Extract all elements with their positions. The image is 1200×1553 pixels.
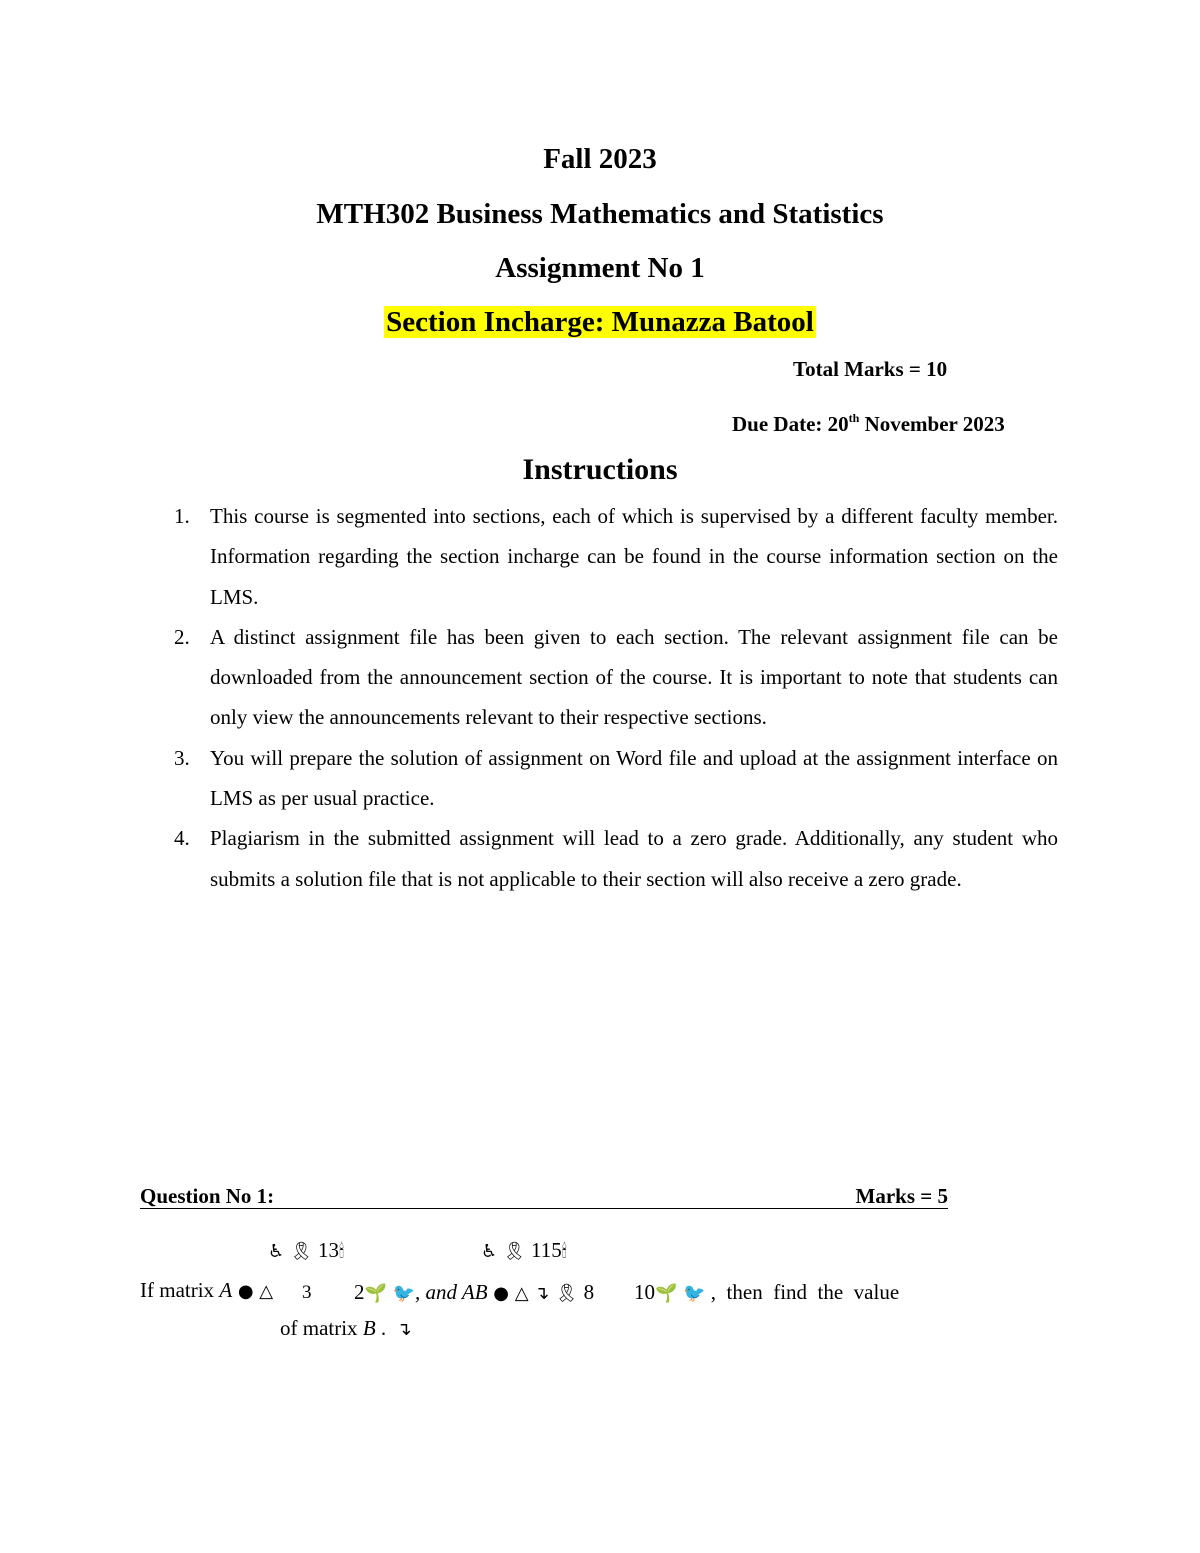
matrix-a-row2	[354, 1280, 594, 1305]
and-ab-text: , and AB	[415, 1280, 488, 1304]
instruction-item	[140, 738, 1058, 819]
due-date-suffix-sup: th	[848, 411, 860, 425]
matrix-a-entry-2: 2	[354, 1280, 365, 1304]
bracket-glyphs: 🌱 🐦	[364, 1283, 416, 1304]
bracket-end-glyph: 🕯	[561, 1241, 567, 1262]
instruction-number: 4.	[174, 826, 190, 851]
instructions-list	[140, 496, 1058, 899]
question-tail-text: , then find the value	[705, 1280, 900, 1304]
period-text: .	[375, 1316, 397, 1340]
course-title: MTH302 Business Mathematics and Statistics	[316, 198, 884, 230]
matrix-a-symbol: A	[219, 1278, 233, 1302]
instructions-heading: Instructions	[522, 453, 678, 486]
bracket-glyphs: 🌱 🐦	[655, 1283, 706, 1304]
matrix-ab-entry-10: 10	[634, 1280, 655, 1304]
matrix-a-entry: 13	[312, 1238, 339, 1262]
question-marks: Marks = 5	[855, 1184, 948, 1208]
bracket-glyphs: ♿ 🎗	[268, 1241, 313, 1262]
instruction-text: Plagiarism in the submitted assignment will lead to a zero grade. Additionally, any student who submits a solution file that is not applicable to their section will also receive a zero grade.	[210, 826, 1058, 891]
semester-title: Fall 2023	[543, 143, 657, 175]
question-label: Question No 1:	[140, 1184, 275, 1208]
instruction-item	[140, 496, 1058, 617]
instruction-number: 2.	[174, 624, 190, 649]
matrix-ab-entry-8: 8	[583, 1280, 595, 1304]
matrix-ab-row2	[634, 1280, 899, 1305]
matrix-b-symbol: B	[362, 1316, 376, 1340]
instruction-item	[140, 617, 1058, 738]
question-header	[140, 1184, 948, 1209]
matrix-ab-entry: 115	[525, 1238, 562, 1262]
due-date-prefix: Due Date: 20	[732, 412, 849, 436]
question-find-line	[280, 1316, 412, 1341]
due-date	[732, 412, 1005, 437]
equals-glyph: ● △ ↴ 🎗	[487, 1283, 584, 1304]
due-date-month-year: November 2023	[859, 412, 1005, 436]
section-incharge-line	[0, 306, 1200, 339]
instruction-text: You will prepare the solution of assignment on Word file and upload at the assignment interface on LMS as per usual practice.	[210, 745, 1058, 811]
matrix-a-entry-3: 3	[302, 1282, 312, 1303]
bracket-glyphs: ♿ 🎗	[481, 1241, 526, 1262]
instruction-item	[140, 818, 1058, 899]
section-incharge-highlight: Section Incharge: Munazza Batool	[386, 306, 814, 338]
equals-glyph: ● △	[232, 1281, 279, 1302]
instruction-number: 1.	[174, 504, 190, 528]
question-find-text: of matrix	[280, 1316, 363, 1340]
instruction-text: A distinct assignment file has been given to each section. The relevant assignment file can be downloaded from the announcement section of the course. It is important to note that students can only view the announcements relevant to their respective sections.	[210, 624, 1058, 730]
bracket-end-glyph: 🕯	[338, 1241, 345, 1262]
assignment-number: Assignment No 1	[495, 252, 705, 284]
matrix-ab-top-row	[481, 1238, 567, 1263]
instruction-number: 3.	[174, 745, 190, 770]
total-marks: Total Marks = 10	[793, 357, 948, 381]
matrix-a-top-row	[268, 1238, 344, 1263]
question-lead-text: If matrix	[140, 1278, 220, 1302]
instruction-text: This course is segmented into sections, each of which is supervised by a different faculty member. Information regarding the section incharge can be found in the course information section on the LMS.	[210, 504, 1058, 609]
arrow-glyph: ↴	[396, 1319, 412, 1340]
question-statement-line	[140, 1278, 279, 1303]
